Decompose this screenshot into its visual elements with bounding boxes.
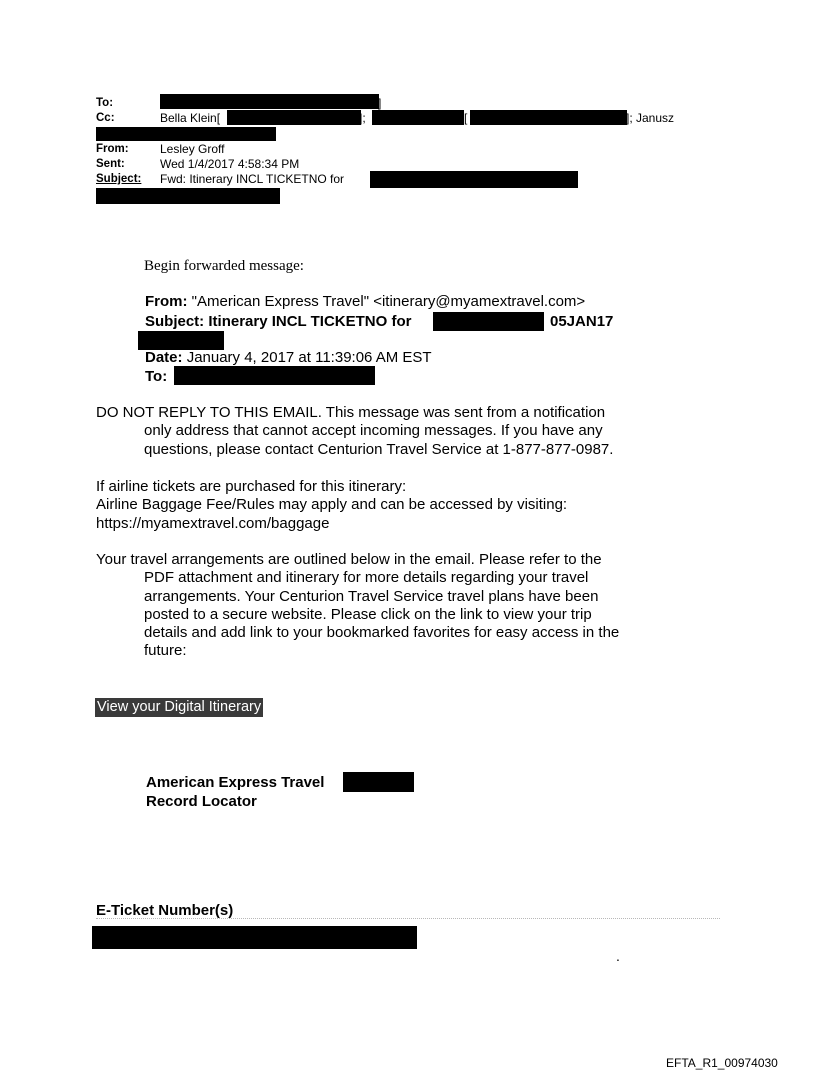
redacted-subject-name: [370, 171, 578, 188]
baggage-info: [96, 478, 567, 533]
view-digital-itinerary-button[interactable]: View your Digital Itinerary: [97, 699, 262, 715]
forward-intro: Begin forwarded message:: [144, 258, 304, 274]
redacted-fwd-subject-name: [433, 312, 544, 331]
fwd-subject-value: Itinerary INCL TICKETNO for: [208, 313, 412, 330]
sent-label: Sent:: [96, 158, 125, 170]
fwd-date-label: Date:: [145, 349, 183, 366]
fwd-date-line: [145, 349, 432, 367]
to-tail: ]: [378, 96, 382, 110]
eticket-heading: E-Ticket Number(s): [96, 902, 234, 919]
notice-line-3: questions, please contact Centurion Travel Service at 1-877-877-0987.: [144, 440, 614, 458]
baggage-line-1: If airline tickets are purchased for this itinerary:: [96, 478, 407, 495]
redacted-fwd-subject-continuation: [138, 331, 224, 350]
fwd-date-value: January 4, 2017 at 11:39:06 AM EST: [186, 349, 432, 366]
baggage-link[interactable]: https://myamextravel.com/baggage: [96, 514, 330, 532]
arrangements-line-3: arrangements. Your Centurion Travel Service travel plans have been: [144, 587, 599, 605]
fwd-from-value: "American Express Travel" <itinerary@myamextravel.com>: [191, 293, 586, 310]
arrangements-line-1: Your travel arrangements are outlined below in the email. Please refer to the: [96, 551, 602, 568]
fwd-subject-date: 05JAN17: [550, 313, 614, 330]
arrangements-line-4: posted to a secure website. Please click on the link to view your trip: [144, 605, 592, 623]
eticket-divider: [96, 918, 720, 919]
fwd-from-line: [145, 293, 585, 311]
redacted-cc-2: [372, 110, 464, 125]
redacted-to-recipient: [160, 94, 382, 110]
baggage-line-2: Airline Baggage Fee/Rules may apply and can be accessed by visiting:: [96, 496, 568, 514]
redacted-record-locator: [343, 772, 414, 792]
from-label: From:: [96, 143, 129, 155]
to-label: To:: [96, 97, 114, 109]
stray-dot: .: [616, 948, 620, 964]
notice-line-1: DO NOT REPLY TO THIS EMAIL. This message was sent from a notification: [96, 404, 606, 421]
cc-bracket: [: [464, 111, 468, 125]
arrangements-line-2: PDF attachment and itinerary for more details regarding your travel: [144, 569, 589, 587]
redacted-cc-3: [470, 110, 627, 125]
redacted-cc-continuation: [96, 127, 276, 141]
arrangements-line-6: future:: [144, 642, 187, 660]
fwd-subject-label: Subject:: [145, 313, 205, 330]
redacted-cc-1: [227, 110, 361, 125]
subject-label: Subject:: [96, 173, 142, 185]
record-locator-line-1: American Express Travel: [146, 774, 325, 791]
record-locator-line-2: Record Locator: [146, 793, 257, 810]
travel-arrangements: [96, 551, 619, 661]
from-value: Lesley Groff: [160, 142, 225, 156]
document-id: EFTA_R1_00974030: [666, 1056, 778, 1070]
sent-value: Wed 1/4/2017 4:58:34 PM: [160, 157, 300, 171]
redacted-subject-continuation: [96, 188, 280, 204]
fwd-subject-line: [145, 313, 411, 331]
notice-line-2: only address that cannot accept incoming messages. If you have any: [144, 422, 603, 440]
redacted-fwd-to: [174, 366, 375, 385]
redacted-eticket-numbers: [92, 926, 417, 949]
cc-separator: ];: [359, 111, 366, 125]
fwd-from-label: From:: [145, 293, 188, 310]
arrangements-line-5: details and add link to your bookmarked favorites for easy access in the: [144, 624, 620, 642]
fwd-to-label: To:: [145, 368, 168, 385]
no-reply-notice: [96, 404, 613, 459]
cc-name: Bella Klein[: [160, 111, 221, 125]
subject-value: Fwd: Itinerary INCL TICKETNO for: [160, 172, 345, 186]
cc-janusz: ]; Janusz: [626, 111, 675, 125]
cc-label: Cc:: [96, 112, 115, 124]
